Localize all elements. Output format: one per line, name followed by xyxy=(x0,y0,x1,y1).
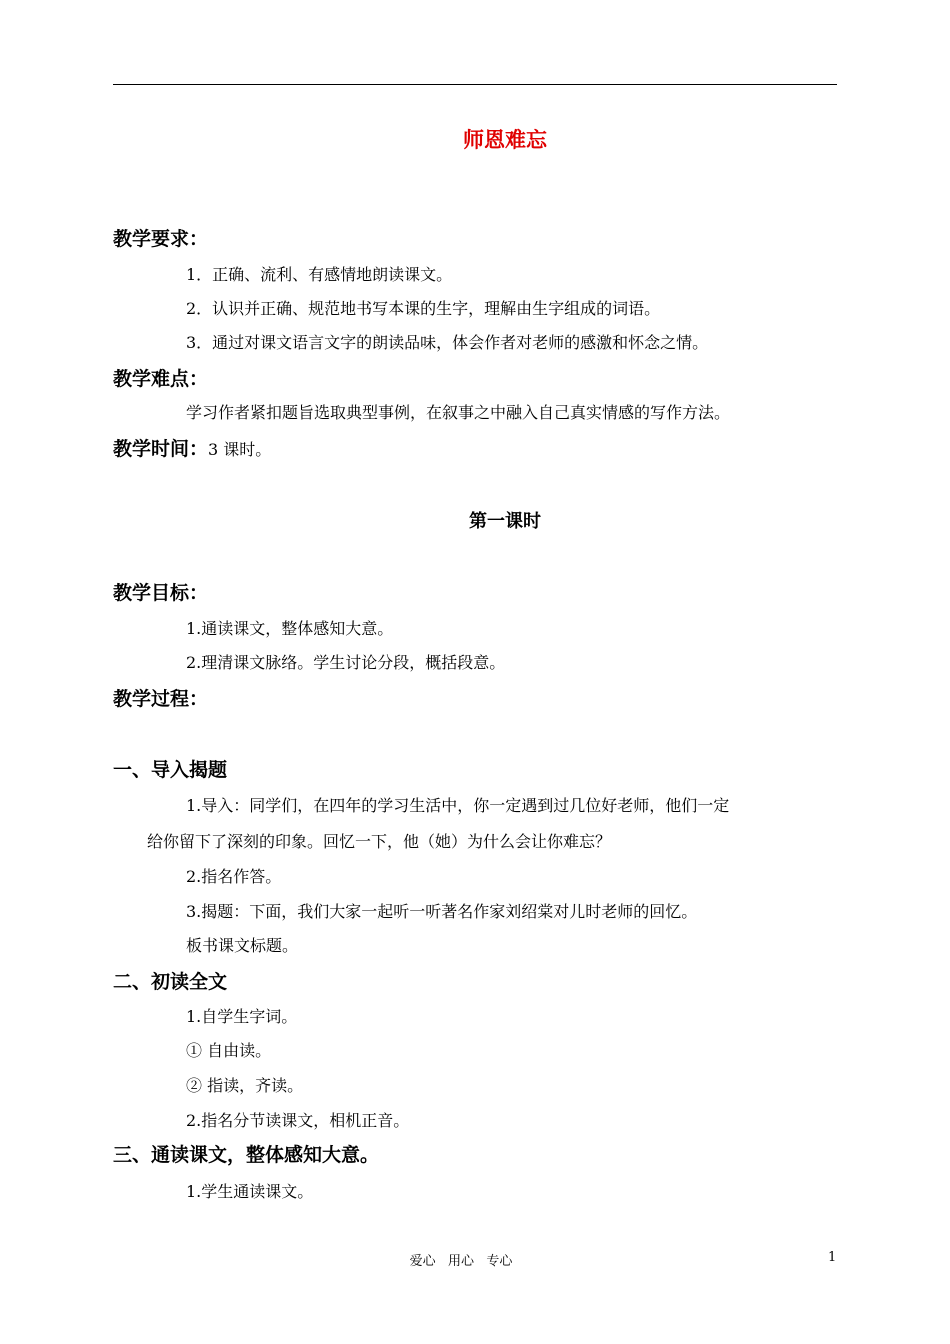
page-number: 1 xyxy=(828,1250,837,1265)
section1-line-2: 给你留下了深刻的印象。回忆一下，他（她）为什么会让你难忘？ xyxy=(147,832,612,851)
difficulty-text: 学习作者紧扣题旨选取典型事例，在叙事之中融入自己真实情感的写作方法。 xyxy=(186,403,731,422)
difficulty-heading: 教学难点： xyxy=(113,368,209,390)
section1-line-3: 2.指名作答。 xyxy=(186,867,282,886)
section2-line-3: ② 指读，齐读。 xyxy=(186,1076,304,1095)
requirement-item-3: 3．通过对课文语言文字的朗读品味，体会作者对老师的感激和怀念之情。 xyxy=(186,333,709,352)
goals-heading: 教学目标： xyxy=(113,582,209,604)
requirement-item-2: 2．认识并正确、规范地书写本课的生字，理解由生字组成的词语。 xyxy=(186,299,661,318)
process-heading: 教学过程： xyxy=(113,688,209,710)
section2-line-1: 1.自学生字词。 xyxy=(186,1007,298,1026)
time-line xyxy=(113,434,271,461)
time-value: 3 课时。 xyxy=(208,440,272,459)
requirements-heading: 教学要求： xyxy=(113,228,209,250)
section1-line-5: 板书课文标题。 xyxy=(186,936,299,955)
section2-heading: 二、初读全文 xyxy=(113,971,228,993)
goal-item-2: 2.理清课文脉络。学生讨论分段，概括段意。 xyxy=(186,653,506,672)
section2-line-4: 2.指名分节读课文，相机正音。 xyxy=(186,1111,410,1130)
section1-heading: 一、导入揭题 xyxy=(113,759,228,781)
lesson-title: 第一课时 xyxy=(469,511,541,532)
section3-heading: 三、通读课文，整体感知大意。 xyxy=(113,1144,380,1166)
section2-line-2: ① 自由读。 xyxy=(186,1041,272,1060)
goal-item-1: 1.通读课文，整体感知大意。 xyxy=(186,619,394,638)
header-rule xyxy=(113,84,837,85)
document-title: 师恩难忘 xyxy=(463,127,547,152)
section1-line-1: 1.导入：同学们，在四年的学习生活中，你一定遇到过几位好老师，他们一定 xyxy=(186,796,730,815)
requirement-item-1: 1．正确、流利、有感情地朗读课文。 xyxy=(186,265,453,284)
time-heading: 教学时间： xyxy=(113,438,209,460)
section3-line-1: 1.学生通读课文。 xyxy=(186,1182,314,1201)
footer-text: 爱心 用心 专心 xyxy=(409,1254,513,1269)
section1-line-4: 3.揭题：下面，我们大家一起听一听著名作家刘绍棠对儿时老师的回忆。 xyxy=(186,902,698,921)
